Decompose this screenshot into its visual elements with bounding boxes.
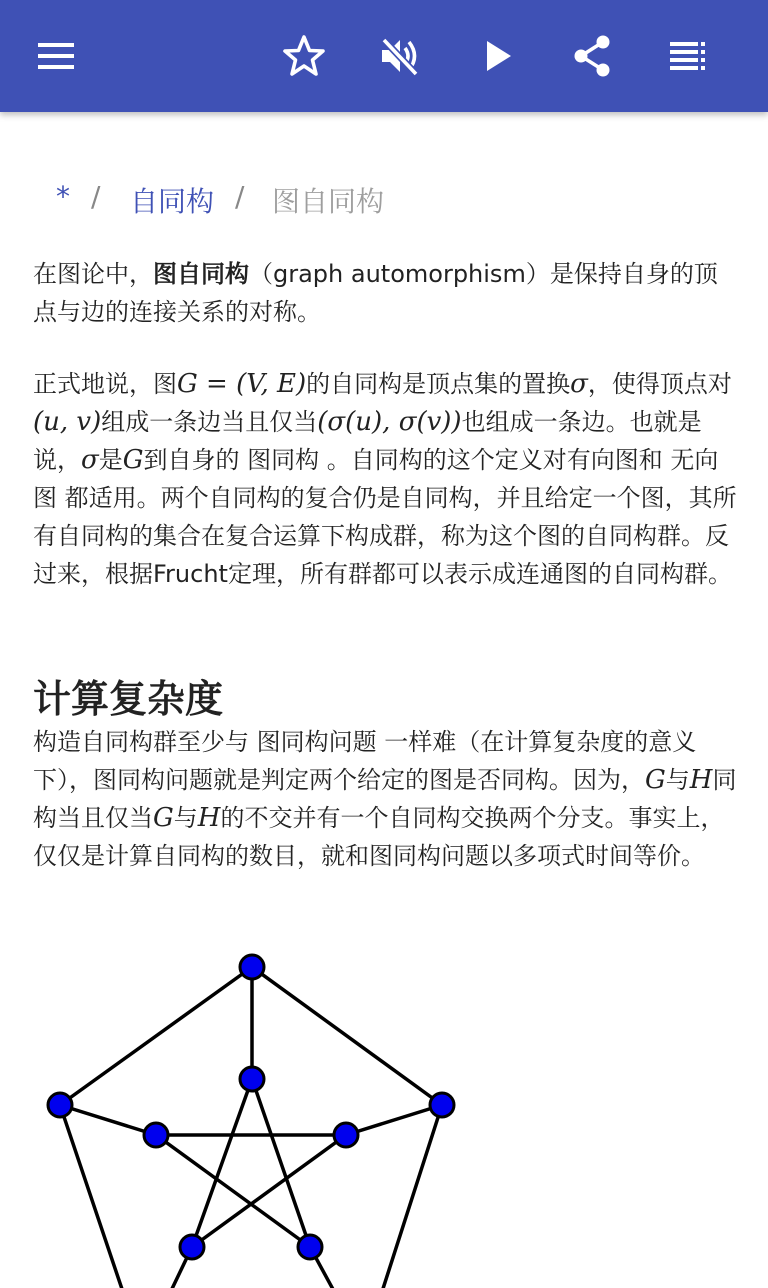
breadcrumb-current: 图自同构: [272, 185, 385, 218]
math-symbol: σ: [81, 445, 99, 475]
complexity-paragraph: [33, 723, 738, 875]
definition-text: ，使得顶点对: [587, 370, 732, 398]
breadcrumb-separator: /: [91, 180, 101, 213]
menu-icon[interactable]: [28, 28, 84, 84]
graph-edge: [346, 1105, 442, 1135]
definition-paragraph: [33, 365, 738, 593]
definition-text: 也组成一条边。也就是说，: [33, 408, 702, 474]
definition-text: 是: [98, 446, 123, 474]
math-formula: G = (V, E): [177, 369, 307, 399]
graph-edge: [156, 1135, 310, 1247]
complexity-text: 与: [665, 766, 690, 794]
graph-vertex: [48, 1093, 72, 1117]
star-icon[interactable]: [276, 28, 332, 84]
intro-text: 在图论中，: [33, 260, 153, 288]
math-symbol: H: [197, 803, 221, 833]
graph-edge: [252, 1079, 310, 1247]
complexity-text: 的不交并有一个自同构交换两个分支。事实上，仅仅是计算自同构的数目，就和图同构问题以多项式时间等价。: [33, 804, 725, 870]
breadcrumb-parent-link[interactable]: 自同构: [130, 185, 215, 218]
complexity-text: 与: [173, 804, 198, 832]
intro-term: 图自同构: [153, 260, 249, 288]
intro-paragraph: [33, 255, 738, 331]
definition-text: 正式地说，图: [33, 370, 177, 398]
play-icon[interactable]: [470, 28, 526, 84]
math-formula: (u, v): [33, 407, 102, 437]
playlist-icon[interactable]: [660, 28, 716, 84]
graph-vertex: [240, 955, 264, 979]
math-symbol: G: [122, 445, 144, 475]
graph-edge: [192, 1135, 346, 1247]
section-heading: 计算复杂度: [33, 677, 224, 721]
graph-vertex: [144, 1123, 168, 1147]
complexity-text: 同构当且仅当: [33, 766, 737, 832]
math-symbol: H: [689, 765, 713, 795]
graph-vertex: [180, 1235, 204, 1259]
definition-text: 的自同构是顶点集的置换: [306, 370, 571, 398]
graph-edge: [380, 1105, 442, 1288]
petersen-graph-figure: [30, 948, 470, 1288]
graph-vertex: [430, 1093, 454, 1117]
definition-text: 组成一条边当且仅当: [101, 408, 318, 436]
graph-vertex: [334, 1123, 358, 1147]
graph-edge: [60, 1105, 156, 1135]
breadcrumb-root-link[interactable]: *: [56, 180, 70, 213]
complexity-text: 构造自同构群至少与 图同构问题 一样难（在计算复杂度的意义下），图同构问题就是判定两个给定的图是否同构。因为，: [33, 728, 697, 794]
math-symbol: G: [645, 765, 666, 795]
definition-text: 到自身的 图同构 。自同构的这个定义对有向图和 无向图 都适用。两个自同构的复合仍是自同构，并且给定一个图，其所有自同构的集合在复合运算下构成群，称为这个图的自同构群。反过来，根据Frucht定理，所有群都可以表示成连通图的自同构群。: [33, 446, 737, 588]
math-symbol: G: [153, 803, 174, 833]
app-toolbar: [0, 0, 768, 112]
intro-text: （graph automorphism）是保持自身的顶点与边的连接关系的对称。: [33, 260, 718, 326]
breadcrumb-separator: /: [235, 180, 245, 213]
graph-vertex: [298, 1235, 322, 1259]
graph-vertex: [240, 1067, 264, 1091]
share-icon[interactable]: [564, 28, 620, 84]
math-symbol: σ: [570, 369, 588, 399]
graph-edge: [60, 967, 252, 1105]
graph-edge: [60, 1105, 125, 1288]
graph-edge: [192, 1079, 252, 1247]
graph-edge: [252, 967, 442, 1105]
volume-mute-icon[interactable]: [372, 28, 428, 84]
math-formula: (σ(u), σ(v)): [317, 407, 462, 437]
